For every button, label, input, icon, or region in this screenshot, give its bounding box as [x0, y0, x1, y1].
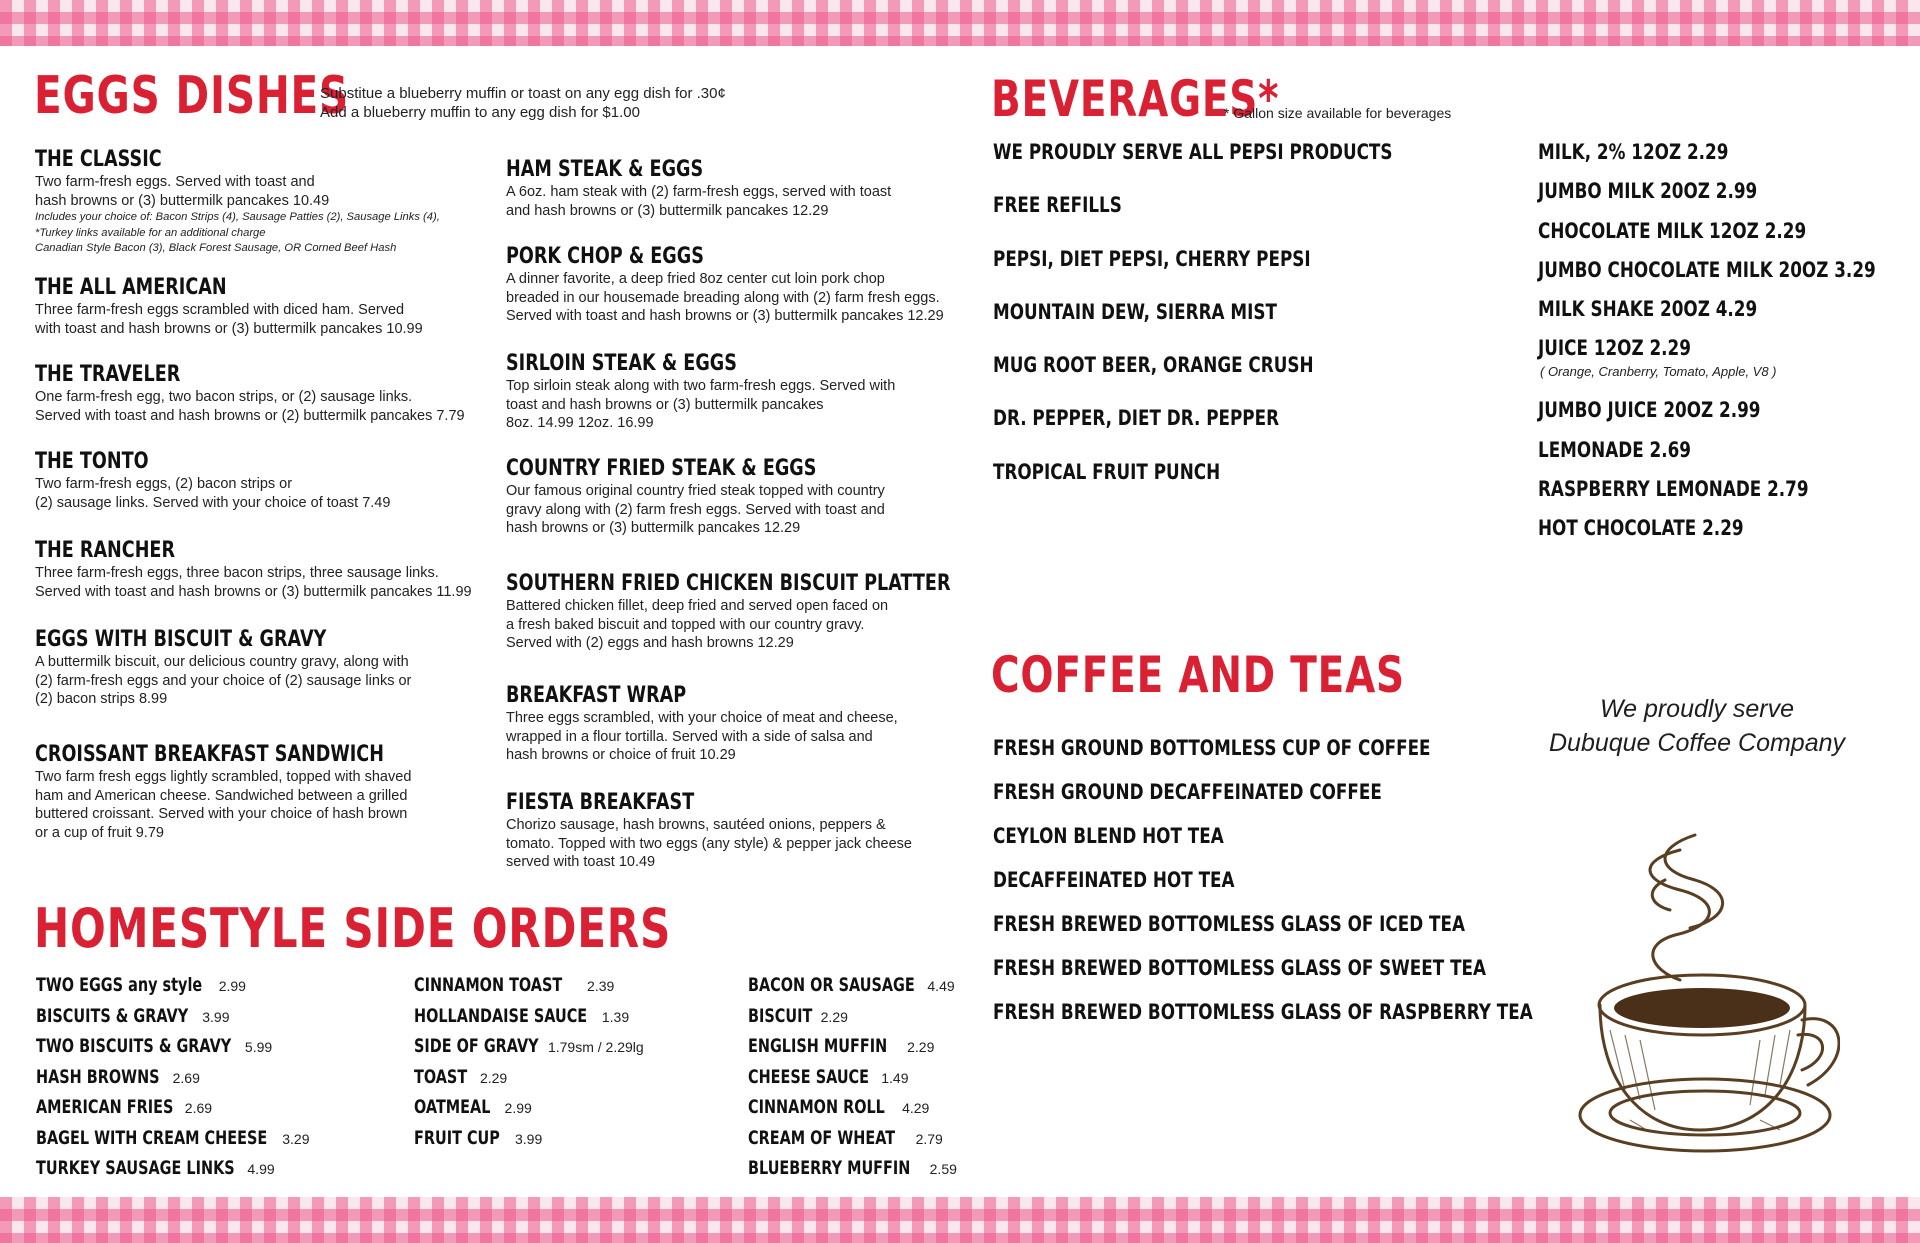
side-item — [414, 1127, 644, 1158]
side-item-price: 2.69 — [184, 1100, 213, 1116]
side-item-name: TWO EGGS any style — [36, 974, 203, 996]
side-item-price: 2.29 — [907, 1039, 935, 1055]
side-item-name: AMERICAN FRIES — [36, 1096, 174, 1118]
dish-description: A 6oz. ham steak with (2) farm-fresh eggs, served with toast and hash browns or (3) buttermilk pancakes 12.29 — [506, 184, 892, 219]
side-item-name: CHEESE SAUCE — [748, 1065, 870, 1088]
beverage-item: LEMONADE 2.69 — [1538, 437, 1691, 462]
side-item-name: CREAM OF WHEAT — [748, 1126, 896, 1149]
dish-description: Two farm fresh eggs lightly scrambled, topped with shaved ham and American cheese. Sandwiched between a grilled buttered croissant. Served with your choice of hash brown or a cup of fruit 9.79 — [35, 769, 412, 841]
beverage-item: MUG ROOT BEER, ORANGE CRUSH — [993, 353, 1314, 378]
side-item — [36, 1066, 309, 1097]
dish-description: One farm-fresh egg, two bacon strips, or (2) sausage links. Served with toast and hash browns or (2) buttermilk pancakes 7.79 — [35, 389, 465, 424]
side-orders-title: HOMESTYLE SIDE ORDERS — [34, 897, 672, 960]
side-item-price: 4.99 — [247, 1161, 275, 1177]
gingham-border-top — [0, 0, 1920, 46]
side-item-name: HASH BROWNS — [36, 1065, 160, 1088]
dish-name: PORK CHOP & EGGS — [506, 244, 704, 269]
side-item-name: TWO BISCUITS & GRAVY — [36, 1035, 232, 1057]
dish-eggs-with-biscuit-gravy — [35, 628, 495, 709]
dish-description: Three farm-fresh eggs scrambled with diced ham. Served with toast and hash browns or (3) buttermilk pancakes 10.99 — [35, 302, 423, 337]
side-item-name: BAGEL WITH CREAM CHEESE — [36, 1126, 268, 1149]
side-item-name: OATMEAL — [414, 1096, 491, 1118]
dish-fiesta-breakfast — [506, 791, 966, 872]
dish-description: A buttermilk biscuit, our delicious country gravy, along with (2) farm-fresh eggs and your choice of (2) sausage links or (2) bacon strips 8.99 — [35, 654, 412, 707]
side-item-price: 1.39 — [601, 1008, 630, 1025]
side-item-name: ENGLISH MUFFIN — [748, 1035, 888, 1057]
side-item — [36, 1035, 309, 1066]
tagline-line-2: Dubuque Coffee Company — [1548, 729, 1846, 757]
dish-description: Battered chicken fillet, deep fried and served open faced on a fresh baked biscuit and topped with our country gravy. Served with (2) eggs and hash browns 12.29 — [506, 598, 889, 651]
dish-breakfast-wrap — [506, 684, 966, 765]
side-item — [414, 1096, 644, 1127]
side-item — [748, 1066, 957, 1097]
beverages-note: * Gallon size available for beverages — [1224, 105, 1452, 121]
dish-the-classic — [35, 148, 495, 257]
beverages-list-milk-juice — [1538, 140, 1920, 556]
dish-name: THE TRAVELER — [35, 362, 181, 387]
dish-name: THE TONTO — [35, 449, 149, 474]
beverage-item: MOUNTAIN DEW, SIERRA MIST — [993, 299, 1277, 324]
dish-description: A dinner favorite, a deep fried 8oz center cut loin pork chop breaded in our housemade breading along with (2) farm fresh eggs. Served with toast and hash browns or (3) buttermilk pancakes 12.29 — [506, 271, 944, 324]
side-item — [748, 1096, 957, 1127]
beverage-item: DR. PEPPER, DIET DR. PEPPER — [993, 406, 1280, 431]
beverages-title: BEVERAGES* — [991, 70, 1280, 128]
dish-name: SIRLOIN STEAK & EGGS — [506, 351, 737, 376]
side-item-name: TOAST — [414, 1065, 468, 1088]
side-orders-column-2 — [414, 974, 644, 1157]
side-item-price: 2.99 — [218, 978, 246, 994]
side-item-name: BACON OR SAUSAGE — [748, 974, 915, 996]
dish-ham-steak-eggs — [506, 158, 966, 220]
coffee-teas-list — [993, 736, 1668, 1044]
dish-description: Three eggs scrambled, with your choice of meat and cheese, wrapped in a flour tortilla. Served with a side of salsa and hash browns or choice of fruit 10.29 — [506, 710, 898, 763]
side-item-name: BLUEBERRY MUFFIN — [748, 1157, 911, 1179]
dish-description: Three farm-fresh eggs, three bacon strips, three sausage links. Served with toast and hash browns or (3) buttermilk pancakes 11.99 — [35, 565, 472, 600]
beverage-item: PEPSI, DIET PEPSI, CHERRY PEPSI — [993, 246, 1311, 271]
dish-name: HAM STEAK & EGGS — [506, 157, 704, 182]
side-item-name: FRUIT CUP — [414, 1126, 500, 1149]
side-item — [414, 974, 644, 1005]
dish-description: Two farm-fresh eggs, (2) bacon strips or (2) sausage links. Served with your choice of toast 7.49 — [35, 476, 391, 511]
coffee-tea-item: CEYLON BLEND HOT TEA — [993, 824, 1224, 848]
coffee-tagline — [1517, 692, 1877, 760]
side-item-name: TURKEY SAUSAGE LINKS — [36, 1157, 235, 1179]
side-item — [36, 974, 309, 1005]
dish-name: BREAKFAST WRAP — [506, 683, 687, 708]
coffee-tea-item: DECAFFEINATED HOT TEA — [993, 868, 1235, 892]
side-item — [36, 1127, 309, 1158]
side-item-price: 2.29 — [479, 1069, 508, 1086]
beverages-list-soda — [993, 140, 1492, 513]
side-item-price: 1.79sm / 2.29lg — [547, 1039, 644, 1055]
side-item-name: CINNAMON ROLL — [748, 1096, 885, 1118]
dish-description: Top sirloin steak along with two farm-fresh eggs. Served with toast and hash browns or (3) buttermilk pancakes 8oz. 14.99 12oz. 16.99 — [506, 378, 896, 431]
dish-name: THE ALL AMERICAN — [35, 275, 227, 300]
side-item-price: 2.79 — [915, 1130, 943, 1147]
beverage-item: HOT CHOCOLATE 2.29 — [1538, 516, 1744, 541]
side-item-price: 2.29 — [820, 1008, 848, 1025]
beverage-item: JUMBO JUICE 20OZ 2.99 — [1538, 398, 1761, 423]
side-item — [36, 1096, 309, 1127]
side-item — [748, 1035, 957, 1066]
side-item-name: HOLLANDAISE SAUCE — [414, 1004, 588, 1027]
beverage-item: MILK SHAKE 20OZ 4.29 — [1538, 297, 1758, 322]
side-item — [748, 1005, 957, 1036]
dish-description: Two farm-fresh eggs. Served with toast and hash browns or (3) buttermilk pancakes 10.49 — [35, 174, 330, 209]
side-item-price: 3.29 — [282, 1130, 310, 1147]
juice-note: ( Orange, Cranberry, Tomato, Apple, V8 ) — [1540, 364, 1777, 380]
beverage-item: JUMBO CHOCOLATE MILK 20OZ 3.29 — [1538, 257, 1876, 282]
beverage-item: FREE REFILLS — [993, 193, 1122, 218]
side-item — [36, 1157, 309, 1188]
dish-pork-chop-eggs — [506, 245, 966, 326]
coffee-cup-icon — [1570, 830, 1840, 1170]
side-item-name: BISCUIT — [748, 1004, 813, 1027]
dish-southern-fried-chicken-biscuit-platter — [506, 572, 966, 653]
eggs-dishes-title: EGGS DISHES — [34, 66, 350, 126]
side-item — [414, 1035, 644, 1066]
dish-name: THE CLASSIC — [35, 147, 162, 172]
side-item-price: 3.99 — [202, 1008, 230, 1025]
dish-fine-print: Includes your choice of: Bacon Strips (4), Sausage Patties (2), Sausage Links (4), *Turkey links available for an additional charge Canadian Style Bacon (3), Black Forest Sausage, OR Corned Beef Hash — [35, 211, 440, 254]
gingham-border-bottom — [0, 1197, 1920, 1243]
beverage-item: RASPBERRY LEMONADE 2.79 — [1538, 477, 1809, 502]
dish-croissant-breakfast-sandwich — [35, 743, 495, 842]
coffee-tea-item: FRESH BREWED BOTTOMLESS GLASS OF ICED TEA — [993, 912, 1465, 936]
side-item-price: 2.69 — [172, 1069, 200, 1086]
dish-name: FIESTA BREAKFAST — [506, 790, 695, 815]
coffee-tea-item: FRESH GROUND DECAFFEINATED COFFEE — [993, 780, 1382, 804]
beverage-item: JUMBO MILK 20OZ 2.99 — [1538, 179, 1758, 204]
side-item-price: 4.49 — [927, 978, 955, 994]
coffee-tea-item: FRESH BREWED BOTTOMLESS GLASS OF RASPBERRY TEA — [993, 1000, 1533, 1024]
dish-name: SOUTHERN FRIED CHICKEN BISCUIT PLATTER — [506, 571, 951, 596]
side-item — [748, 1127, 957, 1158]
side-item — [36, 1005, 309, 1036]
side-item — [748, 1157, 957, 1188]
beverage-item: WE PROUDLY SERVE ALL PEPSI PRODUCTS — [993, 140, 1393, 164]
side-item — [414, 1005, 644, 1036]
dish-description: Our famous original country fried steak topped with country gravy along with (2) farm fresh eggs. Served with toast and hash browns or (3) buttermilk pancakes 12.29 — [506, 483, 885, 536]
beverage-item: MILK, 2% 12OZ 2.29 — [1538, 140, 1729, 164]
dish-name: CROISSANT BREAKFAST SANDWICH — [35, 742, 384, 767]
dish-the-all-american — [35, 276, 495, 338]
coffee-teas-title: COFFEE AND TEAS — [991, 646, 1405, 704]
coffee-tea-item: FRESH GROUND BOTTOMLESS CUP OF COFFEE — [993, 736, 1431, 760]
beverage-item: CHOCOLATE MILK 12OZ 2.29 — [1538, 218, 1807, 243]
dish-the-tonto — [35, 450, 495, 512]
beverage-item: JUICE 12OZ 2.29 — [1538, 336, 1691, 361]
side-item — [748, 974, 957, 1005]
side-item-price: 2.39 — [587, 978, 615, 994]
side-orders-column-1 — [36, 974, 309, 1188]
side-item-price: 3.99 — [514, 1130, 543, 1147]
eggs-note-1: Substitue a blueberry muffin or toast on any egg dish for .30¢ — [320, 85, 726, 102]
side-item-price: 2.59 — [929, 1161, 957, 1177]
eggs-note-2: Add a blueberry muffin to any egg dish for $1.00 — [320, 104, 640, 121]
side-item — [414, 1066, 644, 1097]
dish-the-rancher — [35, 539, 495, 601]
dish-country-fried-steak-eggs — [506, 457, 966, 538]
dish-the-traveler — [35, 363, 495, 425]
tagline-line-1: We proudly serve — [1599, 695, 1795, 723]
dish-name: COUNTRY FRIED STEAK & EGGS — [506, 456, 817, 481]
coffee-tea-item: FRESH BREWED BOTTOMLESS GLASS OF SWEET TEA — [993, 956, 1487, 980]
side-orders-column-3 — [748, 974, 957, 1188]
side-item-price: 4.29 — [902, 1100, 930, 1116]
dish-name: EGGS WITH BISCUIT & GRAVY — [35, 627, 327, 652]
side-item-price: 1.49 — [881, 1069, 909, 1086]
dish-sirloin-steak-eggs — [506, 352, 966, 433]
side-item-price: 2.99 — [504, 1100, 532, 1116]
beverage-item: TROPICAL FRUIT PUNCH — [993, 459, 1221, 484]
dish-name: THE RANCHER — [35, 538, 176, 563]
dish-description: Chorizo sausage, hash browns, sautéed onions, peppers & tomato. Topped with two eggs (any style) & pepper jack cheese served with toast 10.49 — [506, 817, 912, 870]
side-item-price: 5.99 — [244, 1039, 273, 1055]
side-item-name: BISCUITS & GRAVY — [36, 1004, 189, 1027]
side-item-name: SIDE OF GRAVY — [414, 1035, 539, 1057]
side-item-name: CINNAMON TOAST — [414, 974, 563, 996]
